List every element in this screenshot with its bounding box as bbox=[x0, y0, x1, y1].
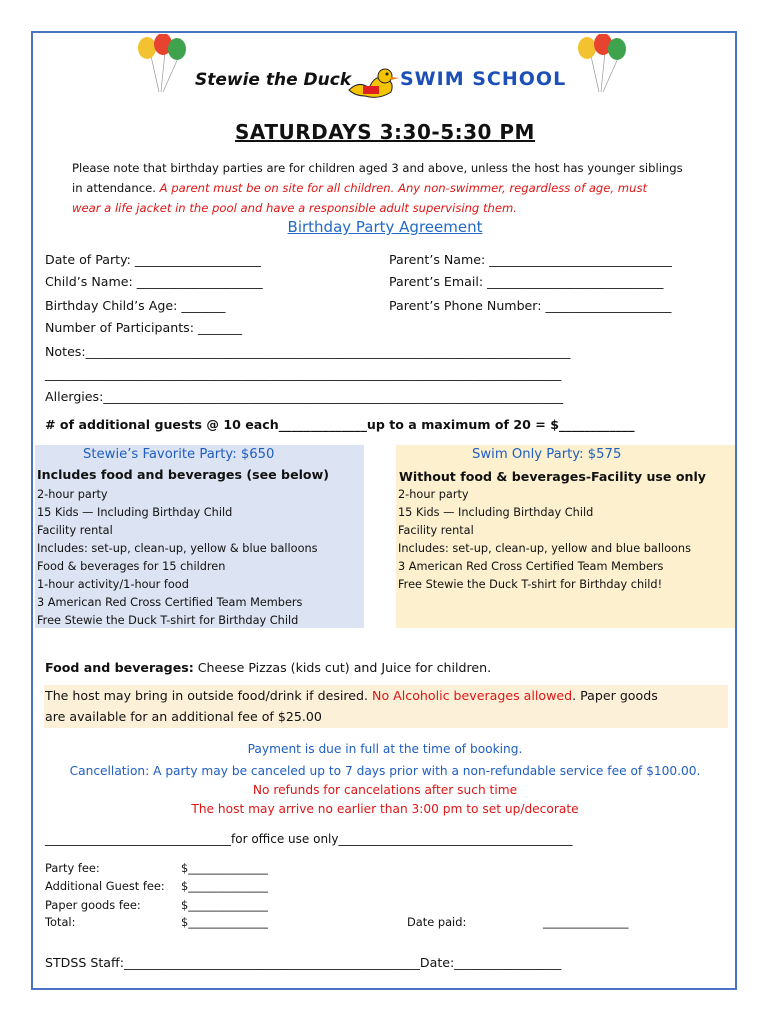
arrival-line: The host may arrive no earlier than 3:00 pm to set up/decorate bbox=[191, 802, 579, 816]
intro-paragraph bbox=[72, 158, 712, 218]
host-note-part1: The host may bring in outside food/drink if desired. bbox=[45, 688, 373, 703]
date-paid-field[interactable]: _______________ bbox=[543, 915, 629, 929]
intro-line2: in attendance. bbox=[72, 181, 160, 195]
party-fee-label: Party fee: bbox=[45, 861, 100, 875]
favorite-party-title: Stewie’s Favorite Party: $650 bbox=[83, 447, 275, 462]
favorite-party-item: 15 Kids — Including Birthday Child bbox=[37, 506, 233, 519]
swim-only-party-item: 2-hour party bbox=[398, 488, 469, 501]
brand-left: Stewie the Duck bbox=[195, 70, 352, 90]
alcohol-warning: No Alcoholic beverages allowed bbox=[372, 688, 573, 703]
food-text: Cheese Pizzas (kids cut) and Juice for children. bbox=[193, 660, 492, 675]
balloons-icon-right bbox=[573, 34, 633, 94]
birthday-age-field[interactable]: Birthday Child’s Age: _______ bbox=[45, 298, 226, 313]
favorite-party-item: 3 American Red Cross Certified Team Members bbox=[37, 596, 303, 609]
swim-only-party-item: Facility rental bbox=[398, 524, 474, 537]
swim-only-party-item: Includes: set-up, clean-up, yellow and blue balloons bbox=[398, 542, 691, 555]
allergies-field[interactable]: Allergies:_________________________________________________________________________ bbox=[45, 389, 564, 404]
num-participants-field[interactable]: Number of Participants: _______ bbox=[45, 320, 243, 335]
host-note-part2: . Paper goods bbox=[572, 688, 658, 703]
total-field[interactable]: $______________ bbox=[181, 915, 268, 929]
intro-line2-warning: A parent must be on site for all children. Any non-swimmer, regardless of age, must bbox=[159, 181, 648, 195]
staff-signature-line[interactable]: STDSS Staff:_______________________________________________Date:_________________ bbox=[45, 955, 562, 970]
favorite-party-item: 2-hour party bbox=[37, 488, 108, 501]
food-note bbox=[45, 660, 491, 675]
favorite-party-item: Includes: set-up, clean-up, yellow & blue balloons bbox=[37, 542, 318, 555]
paper-fee-field[interactable]: $______________ bbox=[181, 898, 268, 912]
school-logo bbox=[195, 64, 575, 104]
additional-guests-field[interactable]: # of additional guests @ 10 each______________up to a maximum of 20 = $____________ bbox=[45, 417, 635, 432]
guest-fee-field[interactable]: $______________ bbox=[181, 879, 268, 893]
favorite-party-box bbox=[35, 445, 364, 628]
agreement-title: Birthday Party Agreement bbox=[287, 218, 483, 236]
favorite-party-item: Food & beverages for 15 children bbox=[37, 560, 226, 573]
swim-only-party-title: Swim Only Party: $575 bbox=[472, 447, 622, 462]
host-note-line1 bbox=[45, 688, 658, 703]
balloons-icon-left bbox=[133, 34, 193, 94]
favorite-party-item: Free Stewie the Duck T-shirt for Birthday Child bbox=[37, 614, 299, 627]
host-note-line2: are available for an additional fee of $25.00 bbox=[45, 709, 322, 724]
date-paid-label: Date paid: bbox=[407, 915, 467, 929]
intro-line1: Please note that birthday parties are for children aged 3 and above, unless the host has younger siblings bbox=[72, 161, 683, 175]
favorite-party-subtitle: Includes food and beverages (see below) bbox=[37, 467, 329, 482]
schedule-title: SATURDAYS 3:30-5:30 PM bbox=[235, 120, 535, 144]
brand-right: SWIM SCHOOL bbox=[400, 68, 567, 90]
intro-line3-warning: wear a life jacket in the pool and have a responsible adult supervising them. bbox=[72, 201, 517, 215]
parents-phone-field[interactable]: Parent’s Phone Number: ____________________ bbox=[389, 298, 672, 313]
parents-email-field[interactable]: Parent’s Email: ____________________________ bbox=[389, 274, 664, 289]
date-of-party-field[interactable]: Date of Party: ____________________ bbox=[45, 252, 261, 267]
swim-only-party-item: 15 Kids — Including Birthday Child bbox=[398, 506, 594, 519]
notes-field[interactable]: Notes:_____________________________________________________________________________ bbox=[45, 344, 571, 359]
duck-icon bbox=[345, 62, 401, 102]
paper-fee-label: Paper goods fee: bbox=[45, 898, 141, 912]
favorite-party-item: 1-hour activity/1-hour food bbox=[37, 578, 189, 591]
childs-name-field[interactable]: Child’s Name: ____________________ bbox=[45, 274, 263, 289]
party-fee-field[interactable]: $______________ bbox=[181, 861, 268, 875]
swim-only-party-subtitle: Without food & beverages-Facility use only bbox=[399, 469, 706, 484]
swim-only-party-item: Free Stewie the Duck T-shirt for Birthday child! bbox=[398, 578, 663, 591]
payment-line: Payment is due in full at the time of booking. bbox=[247, 742, 523, 756]
total-label: Total: bbox=[45, 915, 76, 929]
swim-only-party-item: 3 American Red Cross Certified Team Members bbox=[398, 560, 664, 573]
guest-fee-label: Additional Guest fee: bbox=[45, 879, 165, 893]
favorite-party-item: Facility rental bbox=[37, 524, 113, 537]
office-use-divider: _______________________________for office use only_______________________________________ bbox=[45, 832, 573, 846]
refund-line: No refunds for cancelations after such time bbox=[252, 783, 518, 797]
notes-field-line2[interactable]: __________________________________________________________________________________ bbox=[45, 366, 562, 381]
food-label: Food and beverages: bbox=[45, 660, 194, 675]
cancellation-line: Cancellation: A party may be canceled up to 7 days prior with a non-refundable service fee of $100.00. bbox=[69, 764, 701, 778]
parents-name-field[interactable]: Parent’s Name: _____________________________ bbox=[389, 252, 672, 267]
swim-only-party-box bbox=[396, 445, 735, 628]
